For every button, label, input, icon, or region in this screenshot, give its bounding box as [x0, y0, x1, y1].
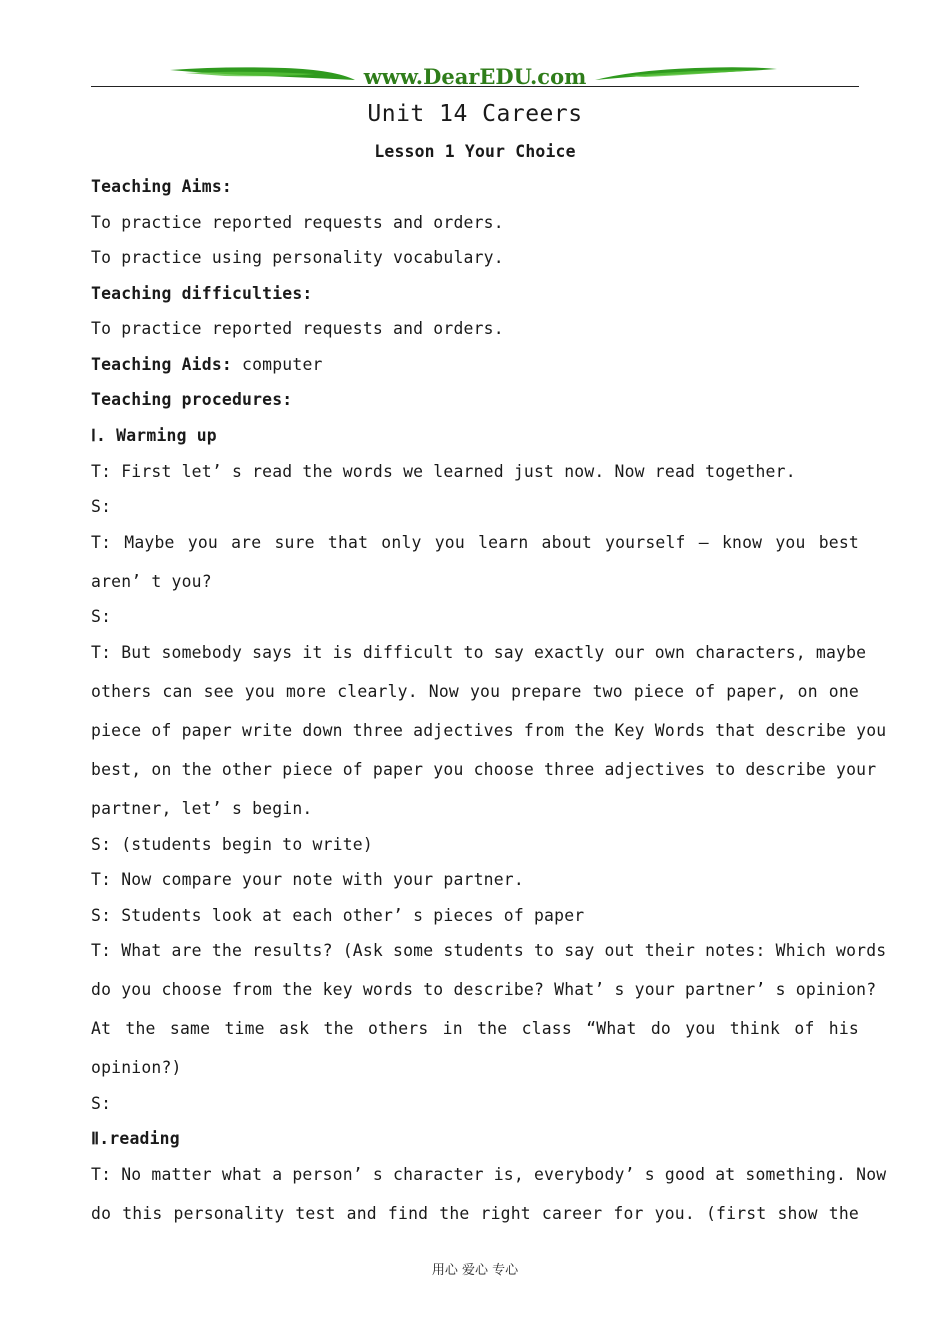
text-line — [91, 247, 859, 269]
text-line — [91, 496, 859, 518]
line-text: aren’ t you? — [91, 572, 212, 591]
text-line — [91, 212, 859, 234]
page-footer: 用心 爱心 专心 — [431, 1263, 519, 1278]
document-title: Unit 14 Careers — [367, 101, 583, 127]
text-line — [91, 1057, 859, 1079]
text-line — [91, 532, 859, 554]
text-line — [91, 834, 859, 856]
text-line — [91, 642, 867, 664]
line-text: T: Now compare your note with your partner. — [91, 870, 524, 889]
header-rule — [91, 86, 859, 87]
bold-label: Ⅱ.reading — [91, 1129, 180, 1148]
text-line — [91, 318, 859, 340]
text-line — [91, 681, 859, 703]
text-line — [91, 283, 859, 305]
lesson-subtitle: Lesson 1 Your Choice — [374, 142, 576, 161]
text-line — [91, 425, 859, 447]
line-text: T: No matter what a person’ s character is, everybody’ s good at something. Now — [91, 1165, 887, 1184]
line-text: To practice reported requests and orders. — [91, 319, 504, 338]
line-text: do you choose from the key words to describe? What’ s your partner’ s opinion? — [91, 980, 877, 999]
bold-label: Teaching difficulties: — [91, 284, 313, 303]
text-line — [91, 1018, 859, 1040]
text-line — [91, 905, 859, 927]
bold-label: Teaching procedures: — [91, 390, 293, 409]
text-line — [91, 869, 859, 891]
text-line — [91, 354, 859, 376]
line-text: T: What are the results? (Ask some students to say out their notes: Which words — [91, 941, 887, 960]
line-text: S: — [91, 497, 112, 516]
text-line — [91, 720, 887, 742]
line-text: opinion?) — [91, 1058, 182, 1077]
text-line — [91, 759, 877, 781]
line-text: T: Maybe you are sure that only you learn about yourself – know you best — [91, 533, 859, 552]
line-text: best, on the other piece of paper you choose three adjectives to describe your — [91, 760, 877, 779]
text-line — [91, 1203, 859, 1225]
line-text: At the same time ask the others in the class “What do you think of his — [91, 1019, 859, 1038]
line-text: do this personality test and find the right career for you. (first show the — [91, 1204, 859, 1223]
line-text: others can see you more clearly. Now you prepare two piece of paper, on one — [91, 682, 859, 701]
line-text: S: (students begin to write) — [91, 835, 373, 854]
bold-label: Ⅰ. Warming up — [91, 426, 217, 445]
text-line — [91, 1093, 859, 1115]
site-logo-text[interactable]: www.DearEDU.com — [363, 64, 587, 89]
line-text: To practice reported requests and orders. — [91, 213, 504, 232]
text-line — [91, 940, 887, 962]
line-text: partner, let’ s begin. — [91, 799, 313, 818]
text-line — [91, 1128, 859, 1150]
line-text: S: Students look at each other’ s pieces of paper — [91, 906, 585, 925]
bold-label: Teaching Aims: — [91, 177, 232, 196]
line-text: T: First let’ s read the words we learned just now. Now read together. — [91, 462, 796, 481]
text-line — [91, 571, 859, 593]
text-line — [91, 389, 859, 411]
text-line — [91, 979, 877, 1001]
line-text: piece of paper write down three adjectives from the Key Words that describe you — [91, 721, 887, 740]
bold-label: Teaching Aids: — [91, 355, 243, 374]
text-line — [91, 176, 859, 198]
line-text: S: — [91, 607, 112, 626]
line-text: computer — [242, 355, 323, 374]
text-line — [91, 606, 859, 628]
text-line — [91, 798, 859, 820]
text-line — [91, 1164, 887, 1186]
text-line — [91, 461, 859, 483]
line-text: To practice using personality vocabulary. — [91, 248, 504, 267]
page-header — [0, 0, 950, 92]
line-text: T: But somebody says it is difficult to say exactly our own characters, maybe — [91, 643, 867, 662]
line-text: S: — [91, 1094, 112, 1113]
